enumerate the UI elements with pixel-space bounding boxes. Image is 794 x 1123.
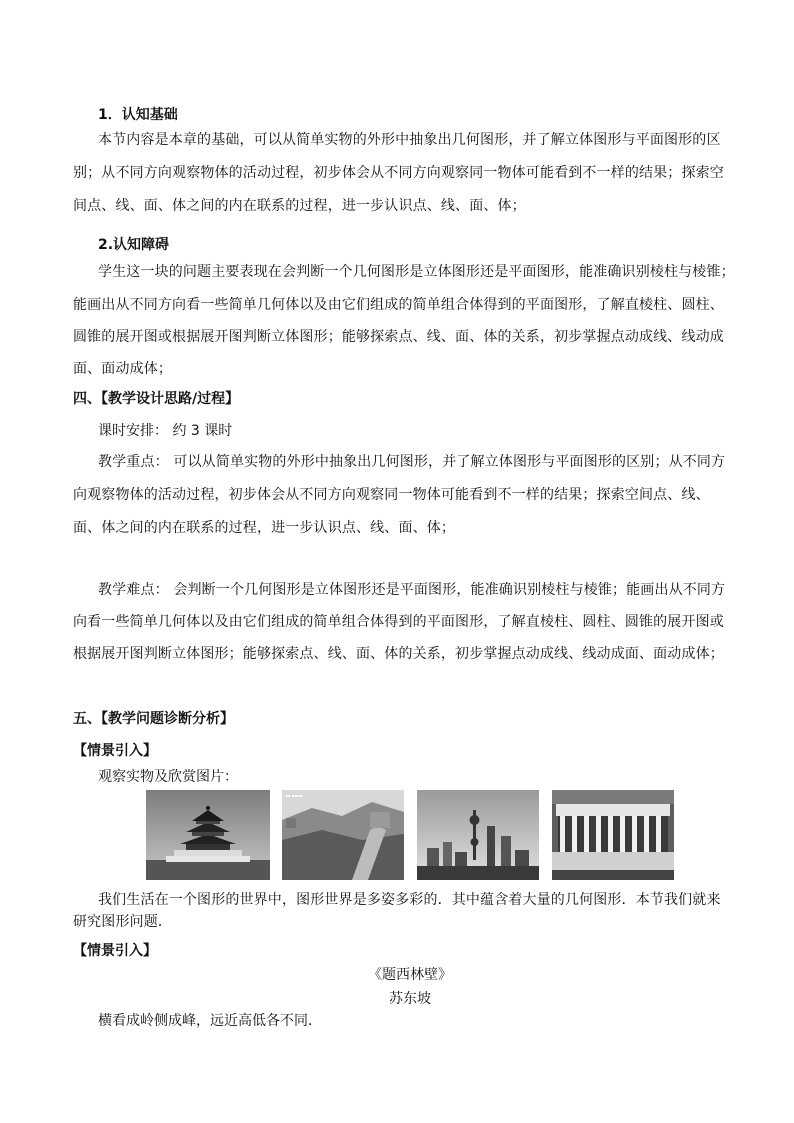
key-points-line: 教学重点： 可以从简单实物的外形中抽象出几何图形，并了解立体图形与平面图形的区别；从不同方 (98, 454, 726, 470)
schedule-text: 课时安排： 约 3 课时 (98, 423, 233, 439)
difficulty-line: 教学难点： 会判断一个几何图形是立体图形还是平面图形，能准确识别棱柱与棱锥；能画出从不同方 (98, 582, 726, 598)
poem-author: 苏东坡 (389, 991, 431, 1007)
key-points-line: 面、体之间的内在联系的过程，进一步认识点、线、面、体； (73, 520, 456, 536)
poem-line: 横看成岭侧成峰，远近高低各不同． (98, 1013, 322, 1029)
great-wall-photo (282, 790, 404, 880)
temple-of-heaven-photo (146, 790, 270, 880)
summary-line: 研究图形问题． (73, 914, 173, 930)
section-2-line: 圆锥的展开图或根据展开图判断立体图形；能够探索点、线、面、体的关系，初步掌握点动成线、线动成 (73, 329, 724, 345)
section-1-line: 本节内容是本章的基础，可以从简单实物的外形中抽象出几何图形，并了解立体图形与平面图形的区 (98, 132, 721, 148)
observe-text: 观察实物及欣赏图片： (98, 769, 238, 785)
key-points-line: 向观察物体的活动过程，初步体会从不同方向观察同一物体可能看到不一样的结果；探索空间点、线、 (73, 487, 710, 503)
lincoln-memorial-photo (552, 790, 674, 880)
svg-text:▪▪ ▪▪▪▪: ▪▪ ▪▪▪▪ (285, 793, 303, 798)
section-2-line: 能画出从不同方向看一些简单几何体以及由它们组成的简单组合体得到的平面图形，了解直棱柱、圆柱、 (73, 297, 724, 313)
section-1-heading: 1．认知基础 (98, 107, 178, 123)
section-1-line: 间点、线、面、体之间的内在联系的过程，进一步认识点、线、面、体； (73, 198, 526, 214)
difficulty-line: 根据展开图判断立体图形；能够探索点、线、面、体的关系，初步掌握点动成线、线动成面、面动成体； (73, 646, 724, 662)
section-5-heading: 五、【教学问题诊断分析】 (73, 711, 234, 727)
summary-line: 我们生活在一个图形的世界中，图形世界是多姿多彩的．其中蕴含着大量的几何图形．本节我们就来 (98, 892, 721, 908)
section-1-line: 别；从不同方向观察物体的活动过程，初步体会从不同方向观察同一物体可能看到不一样的结果；探索空 (73, 165, 724, 181)
section-2-heading: 2.认知障碍 (98, 237, 170, 253)
scene-heading: 【情景引入】 (73, 943, 157, 959)
section-2-line: 学生这一块的问题主要表现在会判断一个几何图形是立体图形还是平面图形，能准确识别棱柱与棱锥； (98, 264, 735, 280)
difficulty-line: 向看一些简单几何体以及由它们组成的简单组合体得到的平面图形，了解直棱柱、圆柱、圆锥的展开图或 (73, 614, 724, 630)
poem-title: 《题西林壁》 (368, 967, 452, 983)
section-4-heading: 四、【教学设计思路/过程】 (73, 391, 240, 407)
shanghai-skyline-photo (417, 790, 539, 880)
scene-heading: 【情景引入】 (73, 743, 157, 759)
section-2-line: 面、面动成体； (73, 361, 173, 377)
